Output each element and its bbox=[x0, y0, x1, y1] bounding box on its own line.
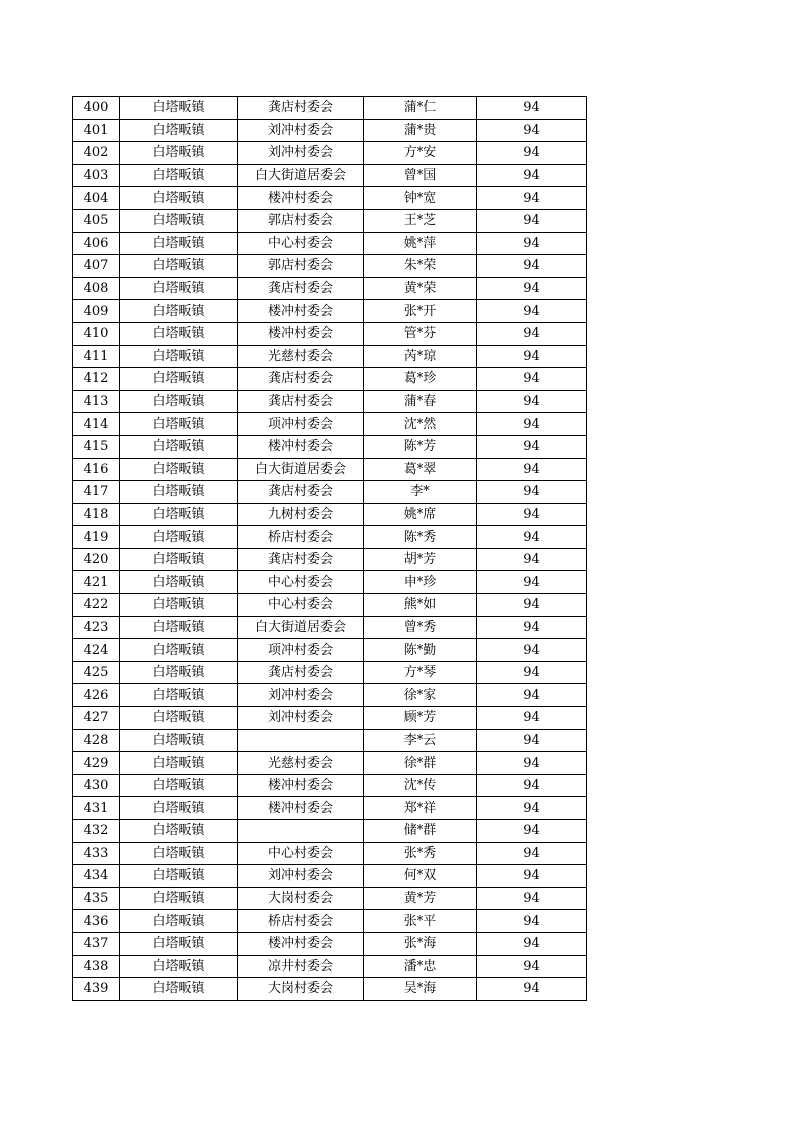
town-cell: 白塔畈镇 bbox=[120, 729, 238, 752]
committee-cell: 楼冲村委会 bbox=[238, 322, 364, 345]
town-cell: 白塔畈镇 bbox=[120, 932, 238, 955]
town-cell: 白塔畈镇 bbox=[120, 458, 238, 481]
committee-cell: 大岗村委会 bbox=[238, 887, 364, 910]
score-cell: 94 bbox=[477, 729, 587, 752]
committee-cell: 楼冲村委会 bbox=[238, 435, 364, 458]
table-row bbox=[73, 503, 587, 526]
row-number-cell: 427 bbox=[73, 707, 120, 730]
town-cell: 白塔畈镇 bbox=[120, 978, 238, 1001]
name-cell: 陈*勤 bbox=[364, 639, 477, 662]
committee-cell: 刘冲村委会 bbox=[238, 684, 364, 707]
score-cell: 94 bbox=[477, 865, 587, 888]
table-row bbox=[73, 548, 587, 571]
table-row bbox=[73, 390, 587, 413]
table-row bbox=[73, 255, 587, 278]
table-row bbox=[73, 209, 587, 232]
committee-cell: 光慈村委会 bbox=[238, 345, 364, 368]
committee-cell: 中心村委会 bbox=[238, 594, 364, 617]
row-number-cell: 435 bbox=[73, 887, 120, 910]
committee-cell: 中心村委会 bbox=[238, 842, 364, 865]
name-cell: 徐*家 bbox=[364, 684, 477, 707]
table-row bbox=[73, 707, 587, 730]
row-number-cell: 437 bbox=[73, 932, 120, 955]
row-number-cell: 410 bbox=[73, 322, 120, 345]
row-number-cell: 430 bbox=[73, 774, 120, 797]
committee-cell: 刘冲村委会 bbox=[238, 707, 364, 730]
table-row bbox=[73, 865, 587, 888]
score-cell: 94 bbox=[477, 842, 587, 865]
score-cell: 94 bbox=[477, 481, 587, 504]
town-cell: 白塔畈镇 bbox=[120, 842, 238, 865]
town-cell: 白塔畈镇 bbox=[120, 503, 238, 526]
row-number-cell: 438 bbox=[73, 955, 120, 978]
score-cell: 94 bbox=[477, 978, 587, 1001]
row-number-cell: 411 bbox=[73, 345, 120, 368]
name-cell: 郑*祥 bbox=[364, 797, 477, 820]
committee-cell: 刘冲村委会 bbox=[238, 865, 364, 888]
table-row bbox=[73, 458, 587, 481]
row-number-cell: 434 bbox=[73, 865, 120, 888]
name-cell: 黄*芳 bbox=[364, 887, 477, 910]
name-cell: 张*开 bbox=[364, 300, 477, 323]
table-row bbox=[73, 526, 587, 549]
data-table bbox=[72, 96, 587, 1001]
name-cell: 姚*萍 bbox=[364, 232, 477, 255]
town-cell: 白塔畈镇 bbox=[120, 639, 238, 662]
town-cell: 白塔畈镇 bbox=[120, 661, 238, 684]
committee-cell: 中心村委会 bbox=[238, 232, 364, 255]
committee-cell: 楼冲村委会 bbox=[238, 932, 364, 955]
row-number-cell: 439 bbox=[73, 978, 120, 1001]
committee-cell: 郭店村委会 bbox=[238, 255, 364, 278]
row-number-cell: 422 bbox=[73, 594, 120, 617]
name-cell: 储*群 bbox=[364, 820, 477, 843]
table-row bbox=[73, 910, 587, 933]
table-row bbox=[73, 322, 587, 345]
score-cell: 94 bbox=[477, 548, 587, 571]
score-cell: 94 bbox=[477, 910, 587, 933]
committee-cell: 中心村委会 bbox=[238, 571, 364, 594]
table-row bbox=[73, 277, 587, 300]
score-cell: 94 bbox=[477, 209, 587, 232]
row-number-cell: 405 bbox=[73, 209, 120, 232]
table-row bbox=[73, 571, 587, 594]
town-cell: 白塔畈镇 bbox=[120, 413, 238, 436]
table-row bbox=[73, 887, 587, 910]
table-row bbox=[73, 616, 587, 639]
town-cell: 白塔畈镇 bbox=[120, 910, 238, 933]
name-cell: 陈*秀 bbox=[364, 526, 477, 549]
name-cell: 葛*珍 bbox=[364, 368, 477, 391]
name-cell: 胡*芳 bbox=[364, 548, 477, 571]
town-cell: 白塔畈镇 bbox=[120, 277, 238, 300]
town-cell: 白塔畈镇 bbox=[120, 548, 238, 571]
name-cell: 陈*芳 bbox=[364, 435, 477, 458]
town-cell: 白塔畈镇 bbox=[120, 322, 238, 345]
table-row bbox=[73, 97, 587, 120]
row-number-cell: 407 bbox=[73, 255, 120, 278]
score-cell: 94 bbox=[477, 164, 587, 187]
committee-cell: 光慈村委会 bbox=[238, 752, 364, 775]
score-cell: 94 bbox=[477, 932, 587, 955]
table-row bbox=[73, 187, 587, 210]
score-cell: 94 bbox=[477, 887, 587, 910]
name-cell: 芮*琼 bbox=[364, 345, 477, 368]
town-cell: 白塔畈镇 bbox=[120, 571, 238, 594]
town-cell: 白塔畈镇 bbox=[120, 887, 238, 910]
name-cell: 朱*荣 bbox=[364, 255, 477, 278]
committee-cell: 郭店村委会 bbox=[238, 209, 364, 232]
name-cell: 徐*群 bbox=[364, 752, 477, 775]
town-cell: 白塔畈镇 bbox=[120, 435, 238, 458]
committee-cell: 龚店村委会 bbox=[238, 368, 364, 391]
committee-cell: 龚店村委会 bbox=[238, 661, 364, 684]
committee-cell: 项冲村委会 bbox=[238, 413, 364, 436]
committee-cell: 大岗村委会 bbox=[238, 978, 364, 1001]
name-cell: 沈*然 bbox=[364, 413, 477, 436]
name-cell: 曾*秀 bbox=[364, 616, 477, 639]
table-row bbox=[73, 142, 587, 165]
score-cell: 94 bbox=[477, 571, 587, 594]
committee-cell: 桥店村委会 bbox=[238, 526, 364, 549]
name-cell: 姚*席 bbox=[364, 503, 477, 526]
score-cell: 94 bbox=[477, 119, 587, 142]
score-cell: 94 bbox=[477, 255, 587, 278]
committee-cell: 龚店村委会 bbox=[238, 277, 364, 300]
name-cell: 顾*芳 bbox=[364, 707, 477, 730]
committee-cell: 楼冲村委会 bbox=[238, 797, 364, 820]
score-cell: 94 bbox=[477, 707, 587, 730]
table-row bbox=[73, 639, 587, 662]
town-cell: 白塔畈镇 bbox=[120, 797, 238, 820]
name-cell: 方*安 bbox=[364, 142, 477, 165]
name-cell: 蒲*春 bbox=[364, 390, 477, 413]
row-number-cell: 403 bbox=[73, 164, 120, 187]
row-number-cell: 412 bbox=[73, 368, 120, 391]
score-cell: 94 bbox=[477, 277, 587, 300]
row-number-cell: 436 bbox=[73, 910, 120, 933]
score-cell: 94 bbox=[477, 345, 587, 368]
committee-cell: 白大街道居委会 bbox=[238, 164, 364, 187]
town-cell: 白塔畈镇 bbox=[120, 390, 238, 413]
name-cell: 李*云 bbox=[364, 729, 477, 752]
table-row bbox=[73, 955, 587, 978]
town-cell: 白塔畈镇 bbox=[120, 209, 238, 232]
table-row bbox=[73, 774, 587, 797]
committee-cell: 刘冲村委会 bbox=[238, 119, 364, 142]
table-row bbox=[73, 820, 587, 843]
committee-cell: 凉井村委会 bbox=[238, 955, 364, 978]
row-number-cell: 400 bbox=[73, 97, 120, 120]
town-cell: 白塔畈镇 bbox=[120, 255, 238, 278]
committee-cell: 龚店村委会 bbox=[238, 481, 364, 504]
committee-cell: 桥店村委会 bbox=[238, 910, 364, 933]
score-cell: 94 bbox=[477, 232, 587, 255]
score-cell: 94 bbox=[477, 368, 587, 391]
table-row bbox=[73, 368, 587, 391]
row-number-cell: 421 bbox=[73, 571, 120, 594]
name-cell: 蒲*仁 bbox=[364, 97, 477, 120]
committee-cell: 白大街道居委会 bbox=[238, 458, 364, 481]
row-number-cell: 406 bbox=[73, 232, 120, 255]
table-row bbox=[73, 684, 587, 707]
table-row bbox=[73, 797, 587, 820]
name-cell: 钟*宽 bbox=[364, 187, 477, 210]
town-cell: 白塔畈镇 bbox=[120, 481, 238, 504]
town-cell: 白塔畈镇 bbox=[120, 526, 238, 549]
row-number-cell: 431 bbox=[73, 797, 120, 820]
table-row bbox=[73, 413, 587, 436]
town-cell: 白塔畈镇 bbox=[120, 955, 238, 978]
committee-cell bbox=[238, 820, 364, 843]
table-row bbox=[73, 481, 587, 504]
table-row bbox=[73, 842, 587, 865]
name-cell: 李* bbox=[364, 481, 477, 504]
name-cell: 吴*海 bbox=[364, 978, 477, 1001]
row-number-cell: 404 bbox=[73, 187, 120, 210]
town-cell: 白塔畈镇 bbox=[120, 684, 238, 707]
name-cell: 张*秀 bbox=[364, 842, 477, 865]
table-row bbox=[73, 119, 587, 142]
row-number-cell: 408 bbox=[73, 277, 120, 300]
committee-cell: 刘冲村委会 bbox=[238, 142, 364, 165]
row-number-cell: 433 bbox=[73, 842, 120, 865]
town-cell: 白塔畈镇 bbox=[120, 142, 238, 165]
score-cell: 94 bbox=[477, 322, 587, 345]
score-cell: 94 bbox=[477, 413, 587, 436]
table-body bbox=[73, 97, 587, 1001]
row-number-cell: 417 bbox=[73, 481, 120, 504]
name-cell: 潘*忠 bbox=[364, 955, 477, 978]
score-cell: 94 bbox=[477, 820, 587, 843]
score-cell: 94 bbox=[477, 639, 587, 662]
table-row bbox=[73, 435, 587, 458]
table-row bbox=[73, 932, 587, 955]
score-cell: 94 bbox=[477, 752, 587, 775]
committee-cell: 项冲村委会 bbox=[238, 639, 364, 662]
committee-cell: 九树村委会 bbox=[238, 503, 364, 526]
name-cell: 黄*荣 bbox=[364, 277, 477, 300]
row-number-cell: 413 bbox=[73, 390, 120, 413]
town-cell: 白塔畈镇 bbox=[120, 820, 238, 843]
row-number-cell: 426 bbox=[73, 684, 120, 707]
row-number-cell: 419 bbox=[73, 526, 120, 549]
row-number-cell: 401 bbox=[73, 119, 120, 142]
table-row bbox=[73, 752, 587, 775]
score-cell: 94 bbox=[477, 616, 587, 639]
table-row bbox=[73, 300, 587, 323]
table-row bbox=[73, 232, 587, 255]
table-row bbox=[73, 661, 587, 684]
committee-cell: 龚店村委会 bbox=[238, 390, 364, 413]
row-number-cell: 420 bbox=[73, 548, 120, 571]
row-number-cell: 428 bbox=[73, 729, 120, 752]
row-number-cell: 432 bbox=[73, 820, 120, 843]
town-cell: 白塔畈镇 bbox=[120, 594, 238, 617]
committee-cell: 龚店村委会 bbox=[238, 97, 364, 120]
row-number-cell: 414 bbox=[73, 413, 120, 436]
score-cell: 94 bbox=[477, 187, 587, 210]
name-cell: 管*芬 bbox=[364, 322, 477, 345]
name-cell: 申*珍 bbox=[364, 571, 477, 594]
score-cell: 94 bbox=[477, 390, 587, 413]
table-row bbox=[73, 729, 587, 752]
row-number-cell: 402 bbox=[73, 142, 120, 165]
score-cell: 94 bbox=[477, 797, 587, 820]
name-cell: 张*平 bbox=[364, 910, 477, 933]
table-row bbox=[73, 978, 587, 1001]
name-cell: 张*海 bbox=[364, 932, 477, 955]
committee-cell: 白大街道居委会 bbox=[238, 616, 364, 639]
town-cell: 白塔畈镇 bbox=[120, 707, 238, 730]
town-cell: 白塔畈镇 bbox=[120, 774, 238, 797]
table-row bbox=[73, 164, 587, 187]
score-cell: 94 bbox=[477, 684, 587, 707]
town-cell: 白塔畈镇 bbox=[120, 865, 238, 888]
row-number-cell: 416 bbox=[73, 458, 120, 481]
row-number-cell: 415 bbox=[73, 435, 120, 458]
committee-cell: 楼冲村委会 bbox=[238, 300, 364, 323]
committee-cell: 楼冲村委会 bbox=[238, 774, 364, 797]
score-cell: 94 bbox=[477, 955, 587, 978]
row-number-cell: 418 bbox=[73, 503, 120, 526]
score-cell: 94 bbox=[477, 300, 587, 323]
committee-cell: 龚店村委会 bbox=[238, 548, 364, 571]
score-cell: 94 bbox=[477, 661, 587, 684]
town-cell: 白塔畈镇 bbox=[120, 232, 238, 255]
score-cell: 94 bbox=[477, 97, 587, 120]
town-cell: 白塔畈镇 bbox=[120, 97, 238, 120]
name-cell: 方*琴 bbox=[364, 661, 477, 684]
score-cell: 94 bbox=[477, 503, 587, 526]
row-number-cell: 425 bbox=[73, 661, 120, 684]
row-number-cell: 409 bbox=[73, 300, 120, 323]
town-cell: 白塔畈镇 bbox=[120, 187, 238, 210]
row-number-cell: 423 bbox=[73, 616, 120, 639]
table-row bbox=[73, 594, 587, 617]
town-cell: 白塔畈镇 bbox=[120, 300, 238, 323]
row-number-cell: 424 bbox=[73, 639, 120, 662]
score-cell: 94 bbox=[477, 142, 587, 165]
score-cell: 94 bbox=[477, 526, 587, 549]
town-cell: 白塔畈镇 bbox=[120, 368, 238, 391]
town-cell: 白塔畈镇 bbox=[120, 345, 238, 368]
name-cell: 王*芝 bbox=[364, 209, 477, 232]
name-cell: 蒲*贵 bbox=[364, 119, 477, 142]
score-cell: 94 bbox=[477, 458, 587, 481]
row-number-cell: 429 bbox=[73, 752, 120, 775]
score-cell: 94 bbox=[477, 774, 587, 797]
name-cell: 曾*国 bbox=[364, 164, 477, 187]
table-row bbox=[73, 345, 587, 368]
score-cell: 94 bbox=[477, 435, 587, 458]
committee-cell: 楼冲村委会 bbox=[238, 187, 364, 210]
town-cell: 白塔畈镇 bbox=[120, 119, 238, 142]
name-cell: 葛*翠 bbox=[364, 458, 477, 481]
town-cell: 白塔畈镇 bbox=[120, 752, 238, 775]
town-cell: 白塔畈镇 bbox=[120, 616, 238, 639]
name-cell: 熊*如 bbox=[364, 594, 477, 617]
name-cell: 何*双 bbox=[364, 865, 477, 888]
name-cell: 沈*传 bbox=[364, 774, 477, 797]
committee-cell bbox=[238, 729, 364, 752]
score-cell: 94 bbox=[477, 594, 587, 617]
town-cell: 白塔畈镇 bbox=[120, 164, 238, 187]
